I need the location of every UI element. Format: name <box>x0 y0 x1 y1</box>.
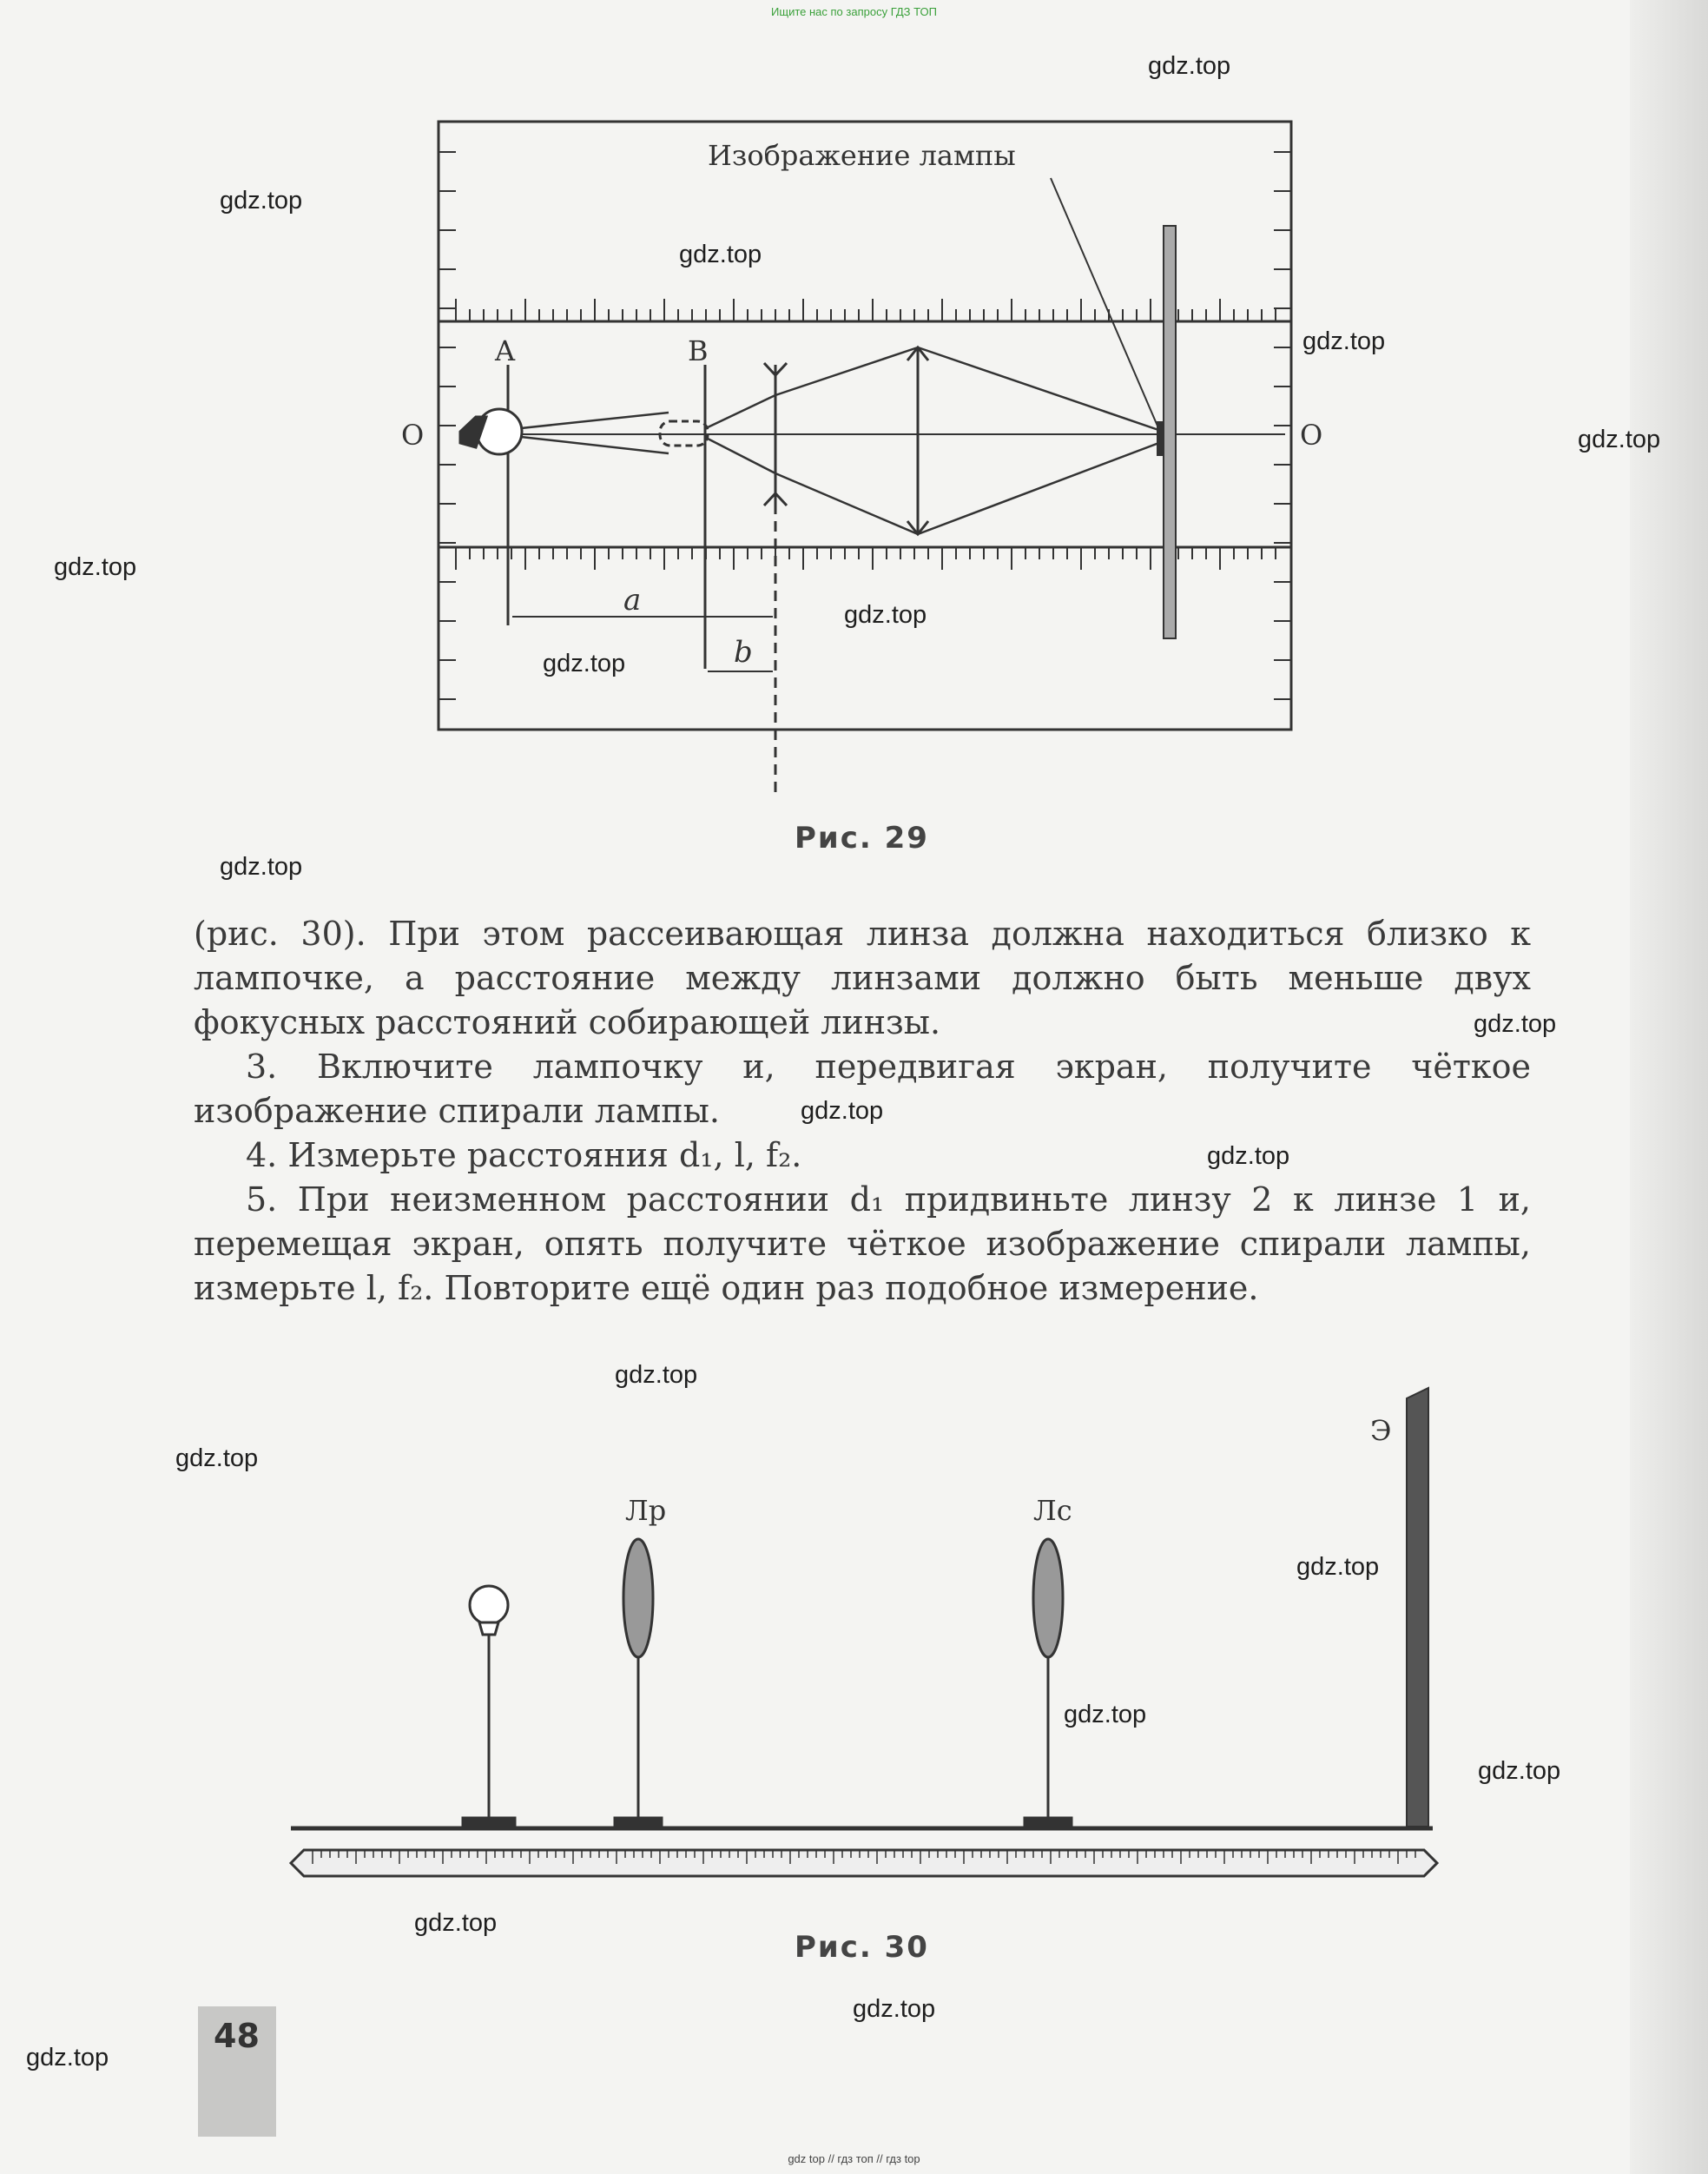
watermark: gdz.top <box>543 650 626 677</box>
lamp-a <box>460 365 522 625</box>
watermark: gdz.top <box>54 553 137 581</box>
paragraph-1: (рис. 30). При этом рассеивающая линза должна находиться близко к лампочке, а расстояние между линзами должно быть меньше двух фокусных расстояний собирающей линзы. <box>194 915 1531 1041</box>
watermark: gdz.top <box>1302 327 1386 355</box>
label-lr: Лр <box>625 1494 667 1527</box>
watermark: gdz.top <box>1064 1701 1147 1728</box>
footer-note: gdz top // гдз топ // гдз top <box>788 2152 920 2165</box>
watermark: gdz.top <box>1148 52 1231 80</box>
watermark: gdz.top <box>1474 1010 1557 1038</box>
dim-label-b: b <box>734 635 753 670</box>
light-rays <box>521 178 1164 534</box>
watermark: gdz.top <box>26 2044 109 2072</box>
axis-label-left: O <box>401 419 425 452</box>
page-number: 48 <box>214 2017 260 2055</box>
lens-lc <box>1025 1539 1072 1828</box>
watermark: gdz.top <box>220 187 303 215</box>
figure-30-caption: Рис. 30 <box>795 1930 929 1965</box>
bulb <box>463 1586 515 1828</box>
page-number-tab <box>198 2006 276 2137</box>
watermark: gdz.top <box>615 1361 698 1389</box>
label-b: B <box>688 334 709 367</box>
watermark: gdz.top <box>1207 1142 1290 1170</box>
watermark: gdz.top <box>414 1909 498 1937</box>
image-b <box>660 365 708 669</box>
watermark: gdz.top <box>844 601 927 629</box>
diverging-lens <box>764 363 787 799</box>
watermark: gdz.top <box>801 1097 884 1125</box>
paragraph-3: 4. Измерьте расстояния d₁, l, f₂. <box>246 1136 802 1174</box>
converging-lens <box>907 347 928 534</box>
watermark: gdz.top <box>175 1444 259 1472</box>
lamp-image-mark <box>1157 421 1164 456</box>
watermark: gdz.top <box>220 853 303 881</box>
header-note: Ищите нас по запросу ГДЗ ТОП <box>771 5 937 18</box>
axis-label-right: O <box>1300 419 1323 452</box>
label-screen: Э <box>1370 1414 1392 1447</box>
paragraph-4: 5. При неизменном расстоянии d₁ придвиньте линзу 2 к линзе 1 и, перемещая экран, опять получите чёткое изображение спирали лампы, измерьте l, f₂. Повторите ещё один раз подобное измерение. <box>194 1180 1531 1307</box>
dim-label-a: a <box>623 583 642 618</box>
figure-30-diagram <box>291 1388 1437 1876</box>
image-label: Изображение лампы <box>708 139 1016 172</box>
ruler <box>291 1850 1437 1876</box>
paragraph-2: 3. Включите лампочку и, передвигая экран, получите чёткое изображение спирали лампы. <box>194 1047 1531 1130</box>
label-lc: Лс <box>1033 1494 1072 1527</box>
watermark: gdz.top <box>1478 1757 1561 1785</box>
fig29-screen <box>1164 226 1176 638</box>
watermark: gdz.top <box>679 241 762 268</box>
watermark: gdz.top <box>1578 426 1661 453</box>
figure-29-caption: Рис. 29 <box>795 821 929 856</box>
screen-e <box>1407 1388 1428 1827</box>
lens-lr <box>615 1539 662 1828</box>
watermark: gdz.top <box>1296 1553 1380 1581</box>
watermark: gdz.top <box>853 1995 936 2023</box>
label-a: A <box>495 334 516 367</box>
